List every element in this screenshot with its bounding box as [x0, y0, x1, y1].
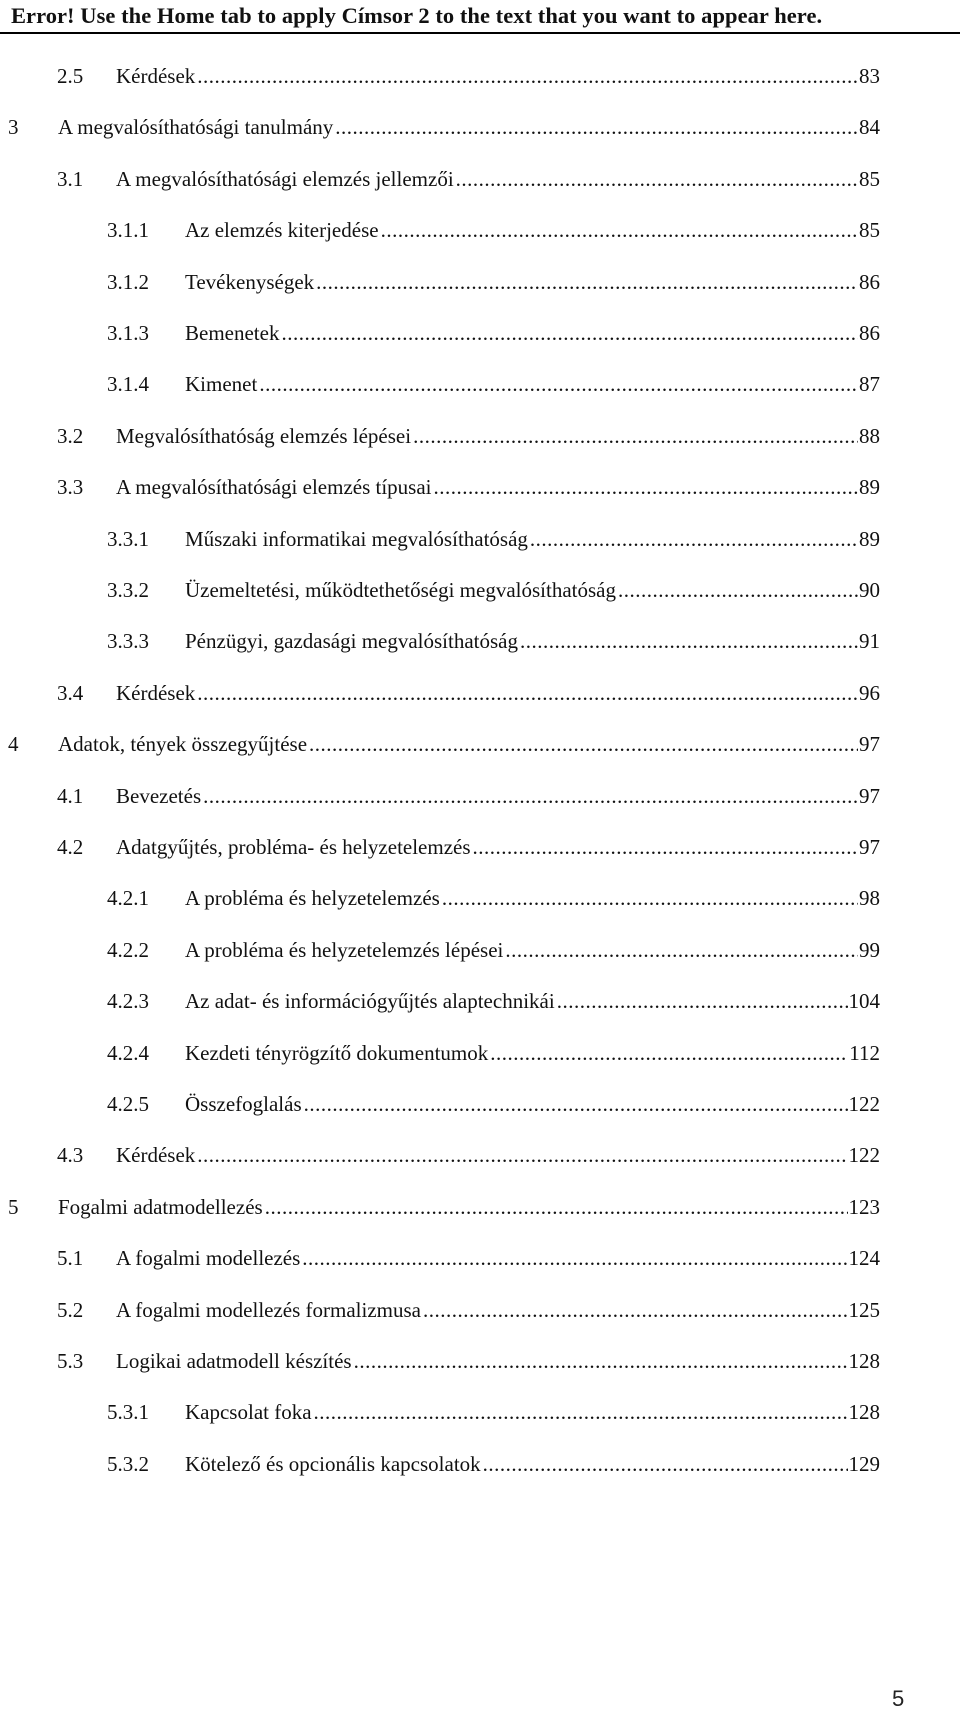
- toc-entry[interactable]: [107, 624, 880, 658]
- toc-entry-title: A megvalósíthatósági elemzés jellemzői: [116, 167, 454, 191]
- toc-entry-title: Kapcsolat foka: [185, 1400, 312, 1424]
- toc-entry-title: Pénzügyi, gazdasági megvalósíthatóság: [185, 629, 518, 653]
- toc-dot-leader: [354, 1344, 848, 1378]
- toc-entry-number: 5: [8, 1195, 19, 1219]
- toc-entry-page: 128: [848, 1400, 880, 1424]
- toc-entry-number: 4.2.3: [107, 989, 149, 1013]
- toc-entry-number: 3.1: [57, 167, 84, 191]
- toc-entry[interactable]: [107, 1447, 880, 1481]
- toc-entry[interactable]: [107, 984, 880, 1018]
- toc-entry-number: 5.3: [57, 1349, 84, 1373]
- toc-entry-page: 89: [859, 527, 880, 551]
- toc-dot-leader: [442, 881, 858, 915]
- toc-entry-title: Műszaki informatikai megvalósíthatóság: [185, 527, 528, 551]
- toc-entry-page: 85: [859, 167, 880, 191]
- toc-entry-number: 3.3: [57, 475, 84, 499]
- toc-dot-leader: [381, 213, 858, 247]
- toc-entry-number: 4.1: [57, 784, 84, 808]
- toc-dot-leader: [483, 1447, 848, 1481]
- toc-entry-number: 4: [8, 732, 19, 756]
- toc-entry-page: 129: [848, 1452, 880, 1476]
- toc-entry-page: 84: [859, 115, 880, 139]
- toc-dot-leader: [259, 367, 858, 401]
- toc-dot-leader: [423, 1293, 848, 1327]
- toc-entry[interactable]: [57, 1344, 880, 1378]
- toc-entry-number: 3.1.4: [107, 372, 149, 396]
- toc-entry[interactable]: [57, 419, 880, 453]
- toc-entry-number: 5.3.2: [107, 1452, 149, 1476]
- toc-entry-number: 4.2.4: [107, 1041, 149, 1065]
- toc-entry-page: 99: [859, 938, 880, 962]
- toc-entry-number: 4.2.2: [107, 938, 149, 962]
- toc-entry-number: 5.3.1: [107, 1400, 149, 1424]
- toc-entry[interactable]: [57, 676, 880, 710]
- toc-dot-leader: [197, 1138, 847, 1172]
- toc-entry-page: 104: [848, 989, 880, 1013]
- toc-dot-leader: [281, 316, 858, 350]
- toc-entry-page: 122: [848, 1143, 880, 1167]
- toc-entry-number: 4.2: [57, 835, 84, 859]
- toc-entry-page: 124: [848, 1246, 880, 1270]
- toc-entry-title: A fogalmi modellezés formalizmusa: [116, 1298, 421, 1322]
- toc-entry-page: 87: [859, 372, 880, 396]
- toc-entry-page: 91: [859, 629, 880, 653]
- toc-entry-page: 122: [848, 1092, 880, 1116]
- toc-entry-page: 112: [849, 1041, 880, 1065]
- toc-entry[interactable]: [57, 162, 880, 196]
- toc-entry-page: 86: [859, 270, 880, 294]
- toc-dot-leader: [557, 984, 848, 1018]
- toc-entry-number: 4.2.1: [107, 886, 149, 910]
- toc-dot-leader: [520, 624, 858, 658]
- toc-dot-leader: [265, 1190, 848, 1224]
- toc-entry-title: Bevezetés: [116, 784, 202, 808]
- toc-entry-title: Tevékenységek: [185, 270, 315, 294]
- toc-entry[interactable]: [107, 1087, 880, 1121]
- toc-entry-title: A probléma és helyzetelemzés lépései: [185, 938, 504, 962]
- toc-entry-page: 89: [859, 475, 880, 499]
- toc-entry-title: Adatok, tények összegyűjtése: [58, 732, 308, 756]
- toc-entry-number: 3.1.1: [107, 218, 149, 242]
- toc-entry-title: Adatgyűjtés, probléma- és helyzetelemzés: [116, 835, 471, 859]
- toc-entry[interactable]: [107, 573, 880, 607]
- toc-dot-leader: [335, 110, 858, 144]
- toc-entry-page: 96: [859, 681, 880, 705]
- toc-dot-leader: [197, 59, 858, 93]
- toc-entry-title: Logikai adatmodell készítés: [116, 1349, 352, 1373]
- toc-entry[interactable]: [8, 1190, 880, 1224]
- header-error-text: Error! Use the Home tab to apply Címsor 2 to the text that you want to appear here.: [11, 3, 823, 28]
- toc-entry[interactable]: [57, 59, 880, 93]
- toc-entry-page: 125: [848, 1298, 880, 1322]
- toc-entry-title: Kérdések: [116, 1143, 196, 1167]
- toc-entry-page: 86: [859, 321, 880, 345]
- toc-entry-number: 3.1.3: [107, 321, 149, 345]
- toc-entry-page: 123: [848, 1195, 880, 1219]
- toc-entry[interactable]: [107, 367, 880, 401]
- toc-dot-leader: [314, 1395, 848, 1429]
- toc-dot-leader: [203, 779, 858, 813]
- toc-entry-page: 90: [859, 578, 880, 602]
- toc-entry-page: 88: [859, 424, 880, 448]
- toc-entry-title: Összefoglalás: [185, 1092, 302, 1116]
- toc-entry[interactable]: [8, 727, 880, 761]
- toc-entry-title: Megvalósíthatóság elemzés lépései: [116, 424, 412, 448]
- toc-dot-leader: [413, 419, 858, 453]
- toc-entry-title: Üzemeltetési, működtethetőségi megvalósíthatóság: [185, 578, 616, 602]
- toc-dot-leader: [490, 1036, 848, 1070]
- toc-entry-number: 4.2.5: [107, 1092, 149, 1116]
- toc-entry-title: Kérdések: [116, 681, 196, 705]
- toc-entry[interactable]: [107, 933, 880, 967]
- toc-entry[interactable]: [107, 1395, 880, 1429]
- toc-dot-leader: [530, 522, 858, 556]
- toc-entry-page: 128: [848, 1349, 880, 1373]
- toc-dot-leader: [302, 1241, 847, 1275]
- toc-entry-title: A megvalósíthatósági tanulmány: [58, 115, 334, 139]
- toc-entry-number: 4.3: [57, 1143, 84, 1167]
- toc-dot-leader: [473, 830, 858, 864]
- toc-dot-leader: [456, 162, 858, 196]
- toc-entry-title: Kérdések: [116, 64, 196, 88]
- toc-entry[interactable]: [107, 1036, 880, 1070]
- toc-entry[interactable]: [57, 1138, 880, 1172]
- toc-entry-title: A fogalmi modellezés: [116, 1246, 301, 1270]
- toc-entry-title: A megvalósíthatósági elemzés típusai: [116, 475, 432, 499]
- toc-entry-number: 3.3.3: [107, 629, 149, 653]
- toc-entry-number: 2.5: [57, 64, 84, 88]
- toc-entry[interactable]: [107, 522, 880, 556]
- toc-entry-number: 3.2: [57, 424, 84, 448]
- toc-entry-title: Kötelező és opcionális kapcsolatok: [185, 1452, 481, 1476]
- toc-entry[interactable]: [57, 830, 880, 864]
- toc-dot-leader: [309, 727, 858, 761]
- toc-entry-number: 5.2: [57, 1298, 84, 1322]
- toc-entry-number: 5.1: [57, 1246, 84, 1270]
- toc-entry-page: 97: [859, 732, 880, 756]
- toc-entry[interactable]: [57, 1241, 880, 1275]
- toc-entry[interactable]: [107, 316, 880, 350]
- toc-entry-title: Kezdeti tényrögzítő dokumentumok: [185, 1041, 489, 1065]
- toc-dot-leader: [434, 470, 858, 504]
- toc-entry-title: Fogalmi adatmodellezés: [58, 1195, 263, 1219]
- toc-entry[interactable]: [8, 110, 880, 144]
- toc-entry[interactable]: [57, 779, 880, 813]
- toc-entry-number: 3: [8, 115, 19, 139]
- toc-entry-number: 3.4: [57, 681, 84, 705]
- toc-entry-title: A probléma és helyzetelemzés: [185, 886, 440, 910]
- toc-entry[interactable]: [57, 470, 880, 504]
- toc-entry[interactable]: [107, 265, 880, 299]
- toc-entry-page: 85: [859, 218, 880, 242]
- toc-entry-title: Az adat- és információgyűjtés alaptechnikái: [185, 989, 555, 1013]
- toc-dot-leader: [197, 676, 858, 710]
- page-number: 5: [892, 1686, 905, 1711]
- toc-entry-title: Az elemzés kiterjedése: [185, 218, 379, 242]
- toc-dot-leader: [618, 573, 858, 607]
- toc-dot-leader: [316, 265, 858, 299]
- toc-entry-number: 3.3.2: [107, 578, 149, 602]
- toc-dot-leader: [304, 1087, 848, 1121]
- toc-entry-number: 3.1.2: [107, 270, 149, 294]
- toc-entry[interactable]: [57, 1293, 880, 1327]
- toc-entry-page: 98: [859, 886, 880, 910]
- toc-entry-page: 97: [859, 784, 880, 808]
- toc-dot-leader: [505, 933, 858, 967]
- toc-entry[interactable]: [107, 213, 880, 247]
- toc-entry-title: Bemenetek: [185, 321, 280, 345]
- toc-entry-page: 83: [859, 64, 880, 88]
- toc-entry[interactable]: [107, 881, 880, 915]
- toc-entry-number: 3.3.1: [107, 527, 149, 551]
- toc-entry-title: Kimenet: [185, 372, 258, 396]
- toc-entry-page: 97: [859, 835, 880, 859]
